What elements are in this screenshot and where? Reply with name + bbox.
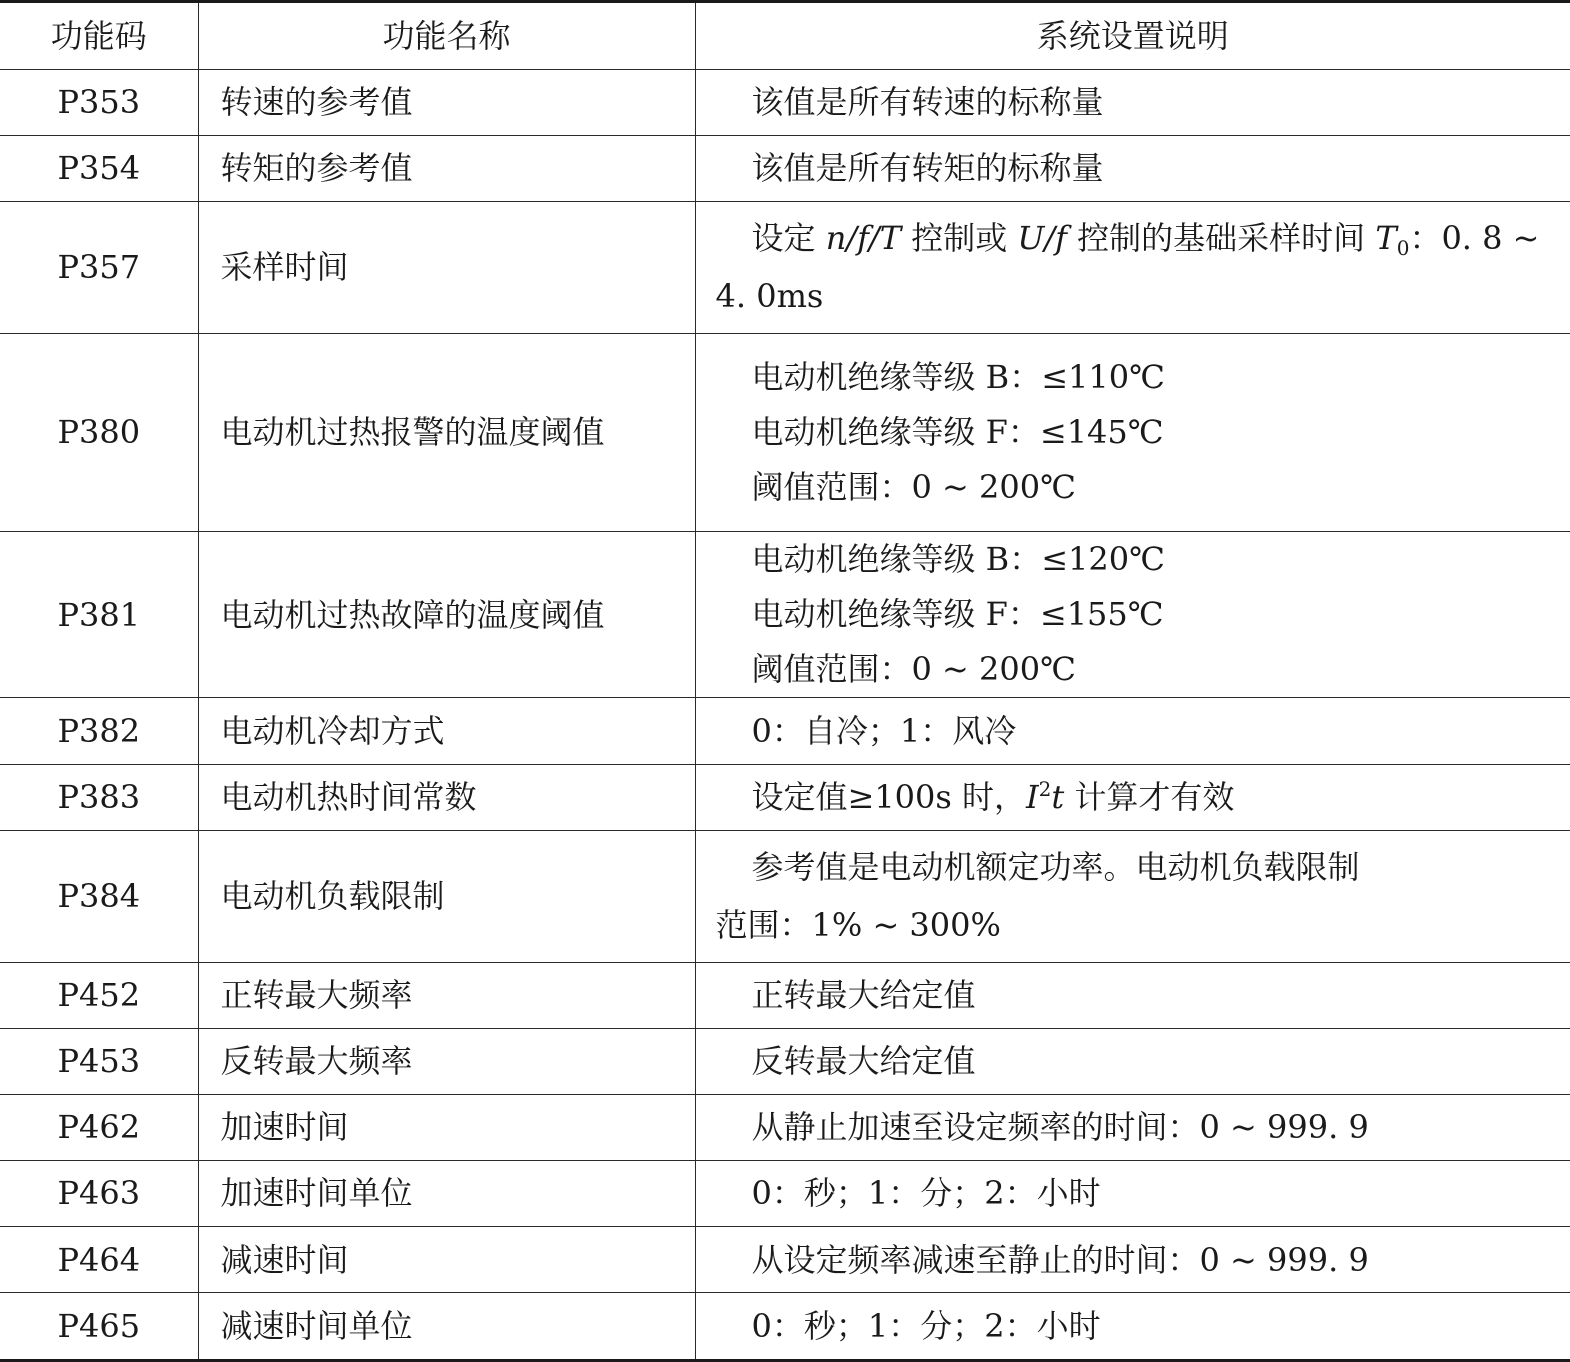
function-name: 转矩的参考值 (198, 135, 695, 201)
formula-variable: U/f (1017, 219, 1067, 258)
setting-description (695, 1095, 1570, 1161)
function-code: P384 (0, 830, 198, 962)
setting-description (695, 764, 1570, 830)
function-code: P465 (0, 1293, 198, 1359)
table-row (0, 1293, 1570, 1359)
setting-description (695, 201, 1570, 333)
description-line: 阈值范围：0 ~ 200℃ (751, 468, 1076, 507)
table-row (0, 69, 1570, 135)
formula-variable: n/f/T (825, 219, 902, 258)
description-line (716, 209, 1551, 267)
description-line: 从设定频率减速至静止的时间：0 ~ 999. 9 (751, 1240, 1369, 1279)
function-name: 加速时间 (198, 1095, 695, 1161)
setting-description (695, 333, 1570, 531)
description-line: 电动机绝缘等级 B：≤120℃ (751, 540, 1165, 579)
setting-description (695, 962, 1570, 1028)
table-row (0, 830, 1570, 962)
description-line: 0：自冷；1：风冷 (751, 711, 1017, 750)
function-code: P383 (0, 764, 198, 830)
description-line: 从静止加速至设定频率的时间：0 ~ 999. 9 (751, 1108, 1369, 1147)
formula-variable: I (1026, 777, 1039, 816)
function-name: 电动机负载限制 (198, 830, 695, 962)
setting-description (695, 69, 1570, 135)
description-line: 电动机绝缘等级 F：≤145℃ (751, 413, 1164, 452)
setting-description (695, 1293, 1570, 1359)
function-code: P464 (0, 1227, 198, 1293)
description-text: 设定值≥100s 时， (751, 777, 1026, 816)
function-name: 转速的参考值 (198, 69, 695, 135)
function-name: 减速时间单位 (198, 1293, 695, 1359)
description-line: 范围：1% ~ 300% (715, 906, 1001, 945)
function-code: P463 (0, 1161, 198, 1227)
table-row (0, 532, 1570, 698)
header-description: 系统设置说明 (695, 3, 1570, 69)
table-row (0, 1227, 1570, 1293)
description-line: 4. 0ms (715, 277, 824, 316)
formula-subscript: 0 (1396, 236, 1410, 261)
function-name: 电动机冷却方式 (198, 698, 695, 764)
table-row (0, 1028, 1570, 1094)
function-code: P357 (0, 201, 198, 333)
table-row (0, 698, 1570, 764)
setting-description (695, 1161, 1570, 1227)
description-line: 正转最大给定值 (751, 976, 976, 1015)
setting-description (695, 698, 1570, 764)
function-name: 采样时间 (198, 201, 695, 333)
function-code: P462 (0, 1095, 198, 1161)
description-text: 控制的基础采样时间 (1067, 219, 1376, 258)
description-line: 该值是所有转矩的标称量 (751, 148, 1104, 187)
table-row (0, 962, 1570, 1028)
function-name: 电动机热时间常数 (198, 764, 695, 830)
description-line: 阈值范围：0 ~ 200℃ (751, 650, 1076, 689)
description-text: 计算才有效 (1064, 777, 1235, 816)
function-code: P353 (0, 69, 198, 135)
table-row (0, 1095, 1570, 1161)
setting-description (695, 532, 1570, 698)
description-line: 电动机绝缘等级 F：≤155℃ (751, 595, 1164, 634)
function-name: 加速时间单位 (198, 1161, 695, 1227)
description-line: 参考值是电动机额定功率。电动机负载限制 (751, 848, 1360, 887)
description-text: ：0. 8 ~ (1409, 219, 1540, 258)
function-name: 电动机过热故障的温度阈值 (198, 532, 695, 698)
function-code: P380 (0, 333, 198, 531)
table-row (0, 135, 1570, 201)
function-code: P381 (0, 532, 198, 698)
setting-description (695, 135, 1570, 201)
setting-description (695, 1028, 1570, 1094)
setting-description (695, 1227, 1570, 1293)
table-row (0, 333, 1570, 531)
setting-description (695, 830, 1570, 962)
description-line: 0：秒；1：分；2：小时 (751, 1306, 1101, 1345)
description-text: 设定 (751, 219, 826, 258)
function-code: P453 (0, 1028, 198, 1094)
function-code: P382 (0, 698, 198, 764)
description-line: 电动机绝缘等级 B：≤110℃ (751, 358, 1165, 397)
function-code: P354 (0, 135, 198, 201)
function-code: P452 (0, 962, 198, 1028)
formula-variable: t (1051, 777, 1065, 816)
header-name: 功能名称 (198, 3, 695, 69)
function-name: 正转最大频率 (198, 962, 695, 1028)
table-row (0, 201, 1570, 333)
parameter-table (0, 3, 1570, 1359)
formula-variable: T (1375, 219, 1397, 258)
function-name: 电动机过热报警的温度阈值 (198, 333, 695, 531)
formula-superscript: 2 (1038, 776, 1052, 801)
description-line: 0：秒；1：分；2：小时 (751, 1174, 1101, 1213)
table-row (0, 764, 1570, 830)
function-name: 反转最大频率 (198, 1028, 695, 1094)
function-name: 减速时间 (198, 1227, 695, 1293)
header-row (0, 3, 1570, 69)
description-text: 控制或 (901, 219, 1018, 258)
description-line: 反转最大给定值 (751, 1042, 976, 1081)
description-line: 该值是所有转速的标称量 (751, 82, 1104, 121)
header-code: 功能码 (0, 3, 198, 69)
description-line (716, 778, 1551, 816)
table-row (0, 1161, 1570, 1227)
